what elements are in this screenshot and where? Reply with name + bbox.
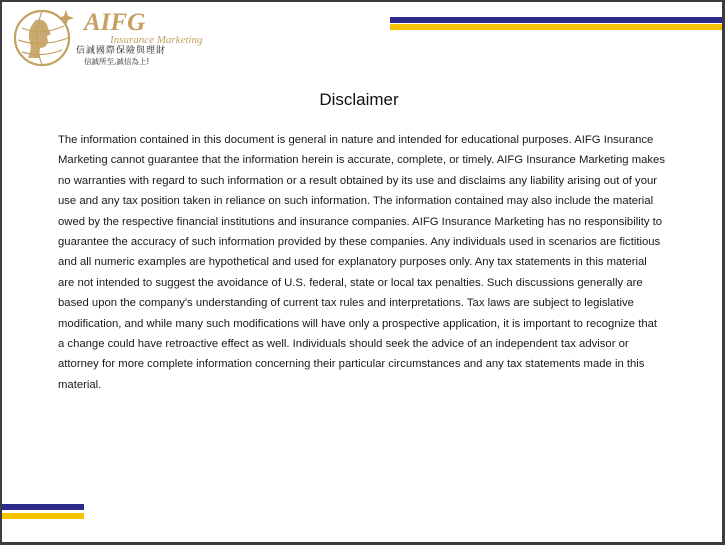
slide — [2, 2, 722, 542]
globe-profile-icon — [12, 6, 82, 70]
top-yellow-stripe — [390, 24, 722, 30]
bottom-yellow-stripe — [2, 513, 84, 519]
logo-brand: AIFG — [84, 9, 146, 36]
bottom-blue-stripe — [2, 504, 84, 510]
top-blue-stripe — [390, 17, 722, 23]
company-logo — [12, 6, 212, 70]
page-title: Disclaimer — [319, 90, 399, 109]
logo-chinese-name: 信誠國際保險與理財 — [76, 46, 167, 56]
disclaimer-text: The information contained in this document is general in nature and intended for educational purposes. AIFG Insurance Marketing cannot guarantee that the information herein is accurate, complete, or timely. AIFG Insurance Marketing makes no warranties with regard to such information or a result obtained by its use and disclaims any liability arising out of your use and any tax position taken in reliance on such information. The information contained may also include the material owed by the respective financial institutions and insurance companies. AIFG Insurance Marketing has no responsibility to guarantee the accuracy of such information provided by these companies. Any individuals used in scenarios are fictitious and all numeric examples are hypothetical and used for explanatory purposes only. Any tax statements in this material are not intended to suggest the avoidance of U.S. federal, state or local tax penalties. Such discussions generally are based upon the company's understanding of current tax rules and interpretations. Tax laws are subject to legislative modification, and while many such modifications will have only a prospective application, it is important to recognize that a change could have retroactive effect as well. Individuals should seek the advice of an independent tax advisor or attorney for more complete information concerning their particular circumstances and any tax statements made in this material. — [58, 134, 665, 391]
logo-tagline: Insurance Marketing — [110, 34, 203, 46]
logo-chinese-slogan: 信誠所至,誠信為上! — [84, 57, 150, 66]
